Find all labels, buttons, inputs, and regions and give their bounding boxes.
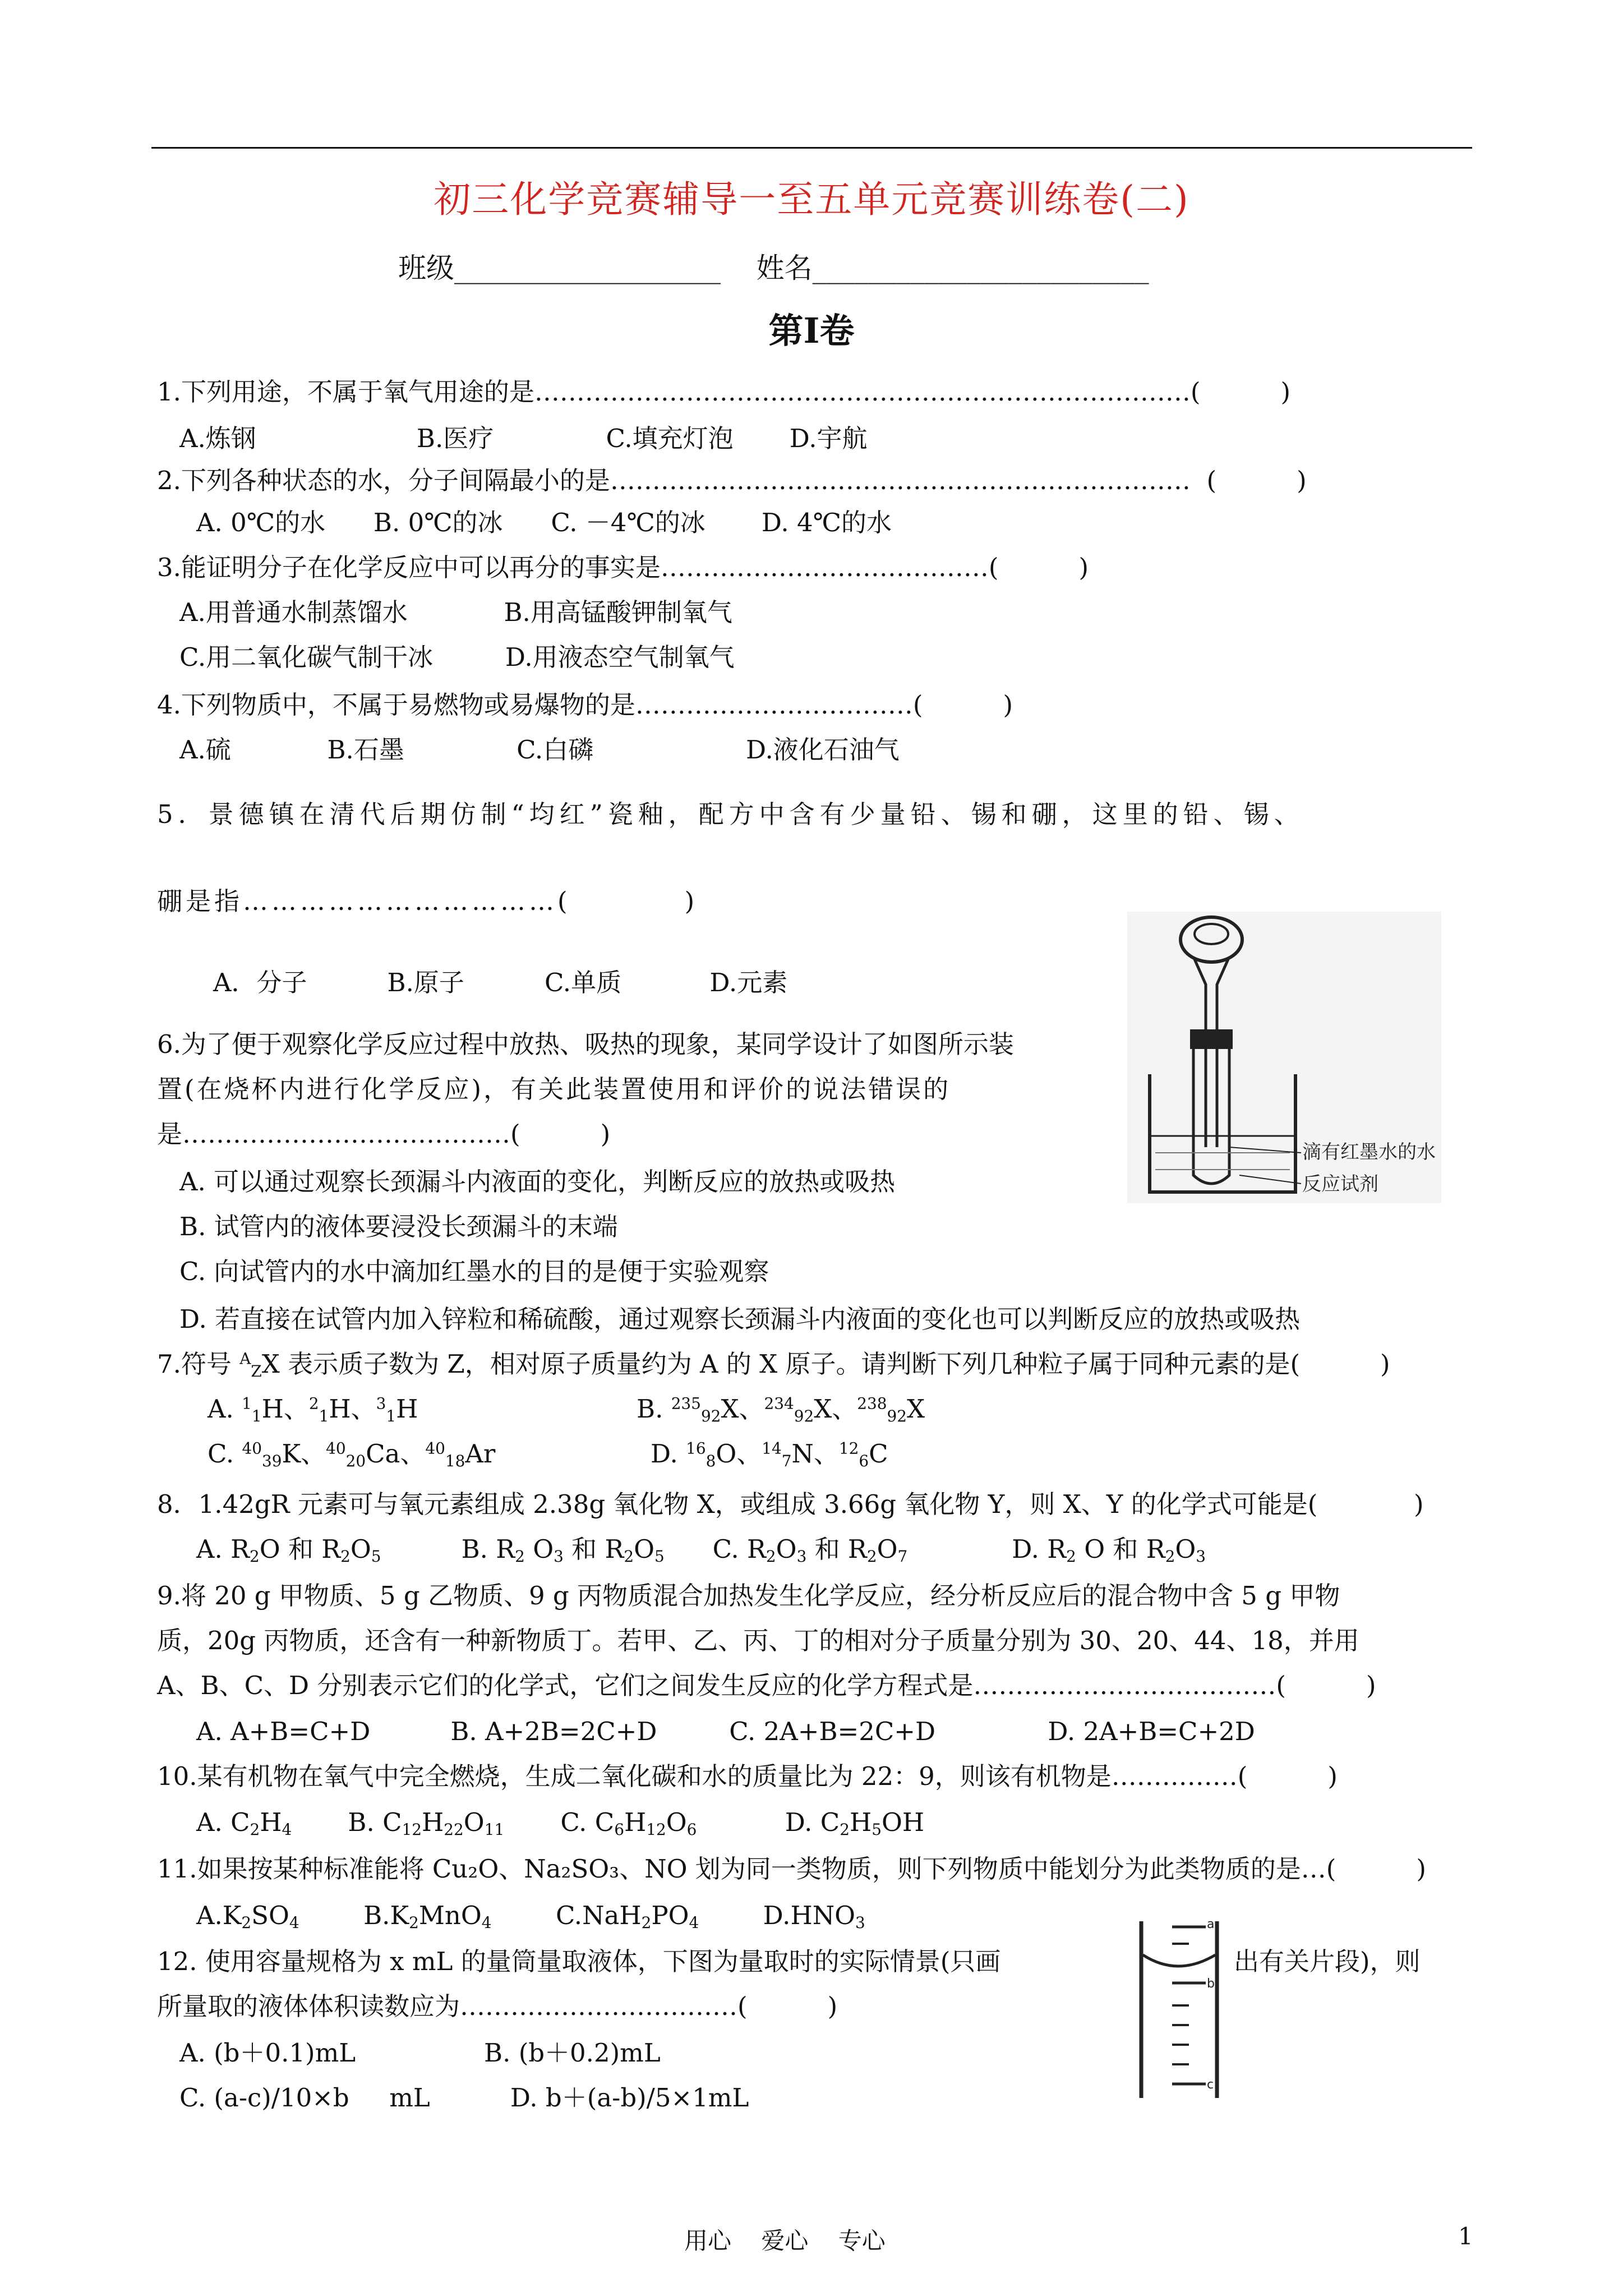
question-1-options: A.炼钢 B.医疗 C.填充灯泡 D.宇航 [179, 424, 868, 453]
question-6-option-b: B. 试管内的液体要浸没长颈漏斗的末端 [179, 1212, 618, 1241]
question-3-options-1: A.用普通水制蒸馏水 B.用高锰酸钾制氧气 [179, 597, 732, 627]
question-3: 3.能证明分子在化学反应中可以再分的事实是…………………………………( ) [157, 553, 1089, 582]
question-12-options-cd: C. (a-c)/10×b mL D. b＋(a-b)/5×1mL [179, 2083, 749, 2113]
question-8: 8．1.42gR 元素可与氧元素组成 2.38g 氧化物 X，或组成 3.66g 氧化物 Y，则 X、Y 的化学式可能是( ) [157, 1489, 1424, 1519]
question-12-options-ab: A. (b＋0.1)mL B. (b＋0.2)mL [179, 2038, 661, 2068]
question-9-line-2: 质，20g 丙物质，还含有一种新物质丁。若甲、乙、丙、丁的相对分子质量分别为 30、20、44、18，并用 [157, 1626, 1359, 1655]
page-title: 初三化学竞赛辅导一至五单元竞赛训练卷(二) [434, 178, 1189, 221]
question-7-option-d: D. $^{16}_8$O、$^{14}_7$N、$^{12}_6$C [651, 1439, 888, 1470]
question-6-option-d: D. 若直接在试管内加入锌粒和稀硫酸，通过观察长颈漏斗内液面的变化也可以判断反应的放热或吸热 [179, 1304, 1301, 1334]
mark-a: a [1207, 1917, 1215, 1931]
question-6-line-1: 6.为了便于观察化学反应过程中放热、吸热的现象，某同学设计了如图所示装 [157, 1029, 1014, 1059]
question-6-option-c: C. 向试管内的水中滴加红墨水的目的是便于实验观察 [179, 1257, 769, 1286]
question-2-options: A. 0℃的水 B. 0℃的冰 C. －4℃的冰 D. 4℃的水 [196, 508, 892, 537]
mark-c: c [1207, 2078, 1214, 2092]
question-12-line-2: 所量取的液体体积读数应为……………………………( ) [157, 1991, 838, 2021]
apparatus-figure [1127, 912, 1441, 1203]
class-name-line: 班级___________________ 姓名________________________ [398, 252, 1149, 284]
label-colored-water: 滴有红墨水的水 [1302, 1141, 1436, 1163]
cylinder-figure [1133, 1916, 1234, 2101]
question-3-options-2: C.用二氧化碳气制干冰 D.用液态空气制氧气 [179, 642, 735, 672]
question-5-options: A．分子 B.原子 C.单质 D.元素 [213, 968, 788, 997]
question-4: 4.下列物质中，不属于易燃物或易爆物的是……………………………( ) [157, 690, 1013, 720]
question-7: 7.符号 $^A_Z$X 表示质子数为 Z，相对原子质量约为 A 的 X 原子。请判断下列几种粒子属于同种元素的是( ) [157, 1349, 1390, 1381]
question-6-line-3: 是…………………………………( ) [157, 1119, 611, 1149]
question-7-option-b: B. $^{235}_{92}$X、$^{234}_{92}$X、$^{238}_{92}$X [637, 1394, 925, 1425]
question-5-line-2: 硼是指……………………………( ) [157, 886, 698, 916]
question-2: 2.下列各种状态的水，分子间隔最小的是…………………………………………………………… ( ) [157, 466, 1307, 495]
question-1: 1.下列用途，不属于氧气用途的是……………………………………………………………………( ) [157, 377, 1291, 407]
question-10-options: A. $C_2H_4$ B. $C_{12}H_{22}O_{11}$ C. $C_6H_{12}O_6$ D. $C_2H_5OH$ [196, 1807, 925, 1839]
question-5-line-1: 5．景德镇在清代后期仿制“均红”瓷釉，配方中含有少量铅、锡和硼，这里的铅、锡、 [157, 799, 1304, 829]
question-10: 10.某有机物在氧气中完全燃烧，生成二氧化碳和水的质量比为 22：9，则该有机物是……………( ) [157, 1761, 1338, 1791]
question-8-options: A. $R_2O$ 和 $R_2O_5$ B. $R_2$ $O_3$ 和 $R_2O_5$ C. $R_2O_3$ 和 $R_2O_7$ D. $R_2$ O 和 $R_2O_3$ [196, 1534, 1206, 1566]
page-number: 1 [1458, 2223, 1473, 2250]
question-9-line-3: A、B、C、D 分别表示它们的化学式，它们之间发生反应的化学方程式是………………………………( ) [157, 1671, 1376, 1700]
mark-b: b [1207, 1977, 1215, 1991]
footer-motto: 用心 爱心 专心 [684, 2227, 886, 2254]
question-11: 11.如果按某种标准能将 Cu₂O、Na₂SO₃、NO 划为同一类物质，则下列物质中能划分为此类物质的是…( ) [157, 1854, 1426, 1884]
question-11-options: $A.K_2SO_4$ $B.K_2MnO_4$ $C.NaH_2PO_4$ $D.HNO_3$ [196, 1901, 865, 1932]
question-9-options: A. A+B=C+D B. A+2B=2C+D C. 2A+B=2C+D D. 2A+B=C+2D [196, 1717, 1255, 1746]
question-4-options: A.硫 B.石墨 C.白磷 D.液化石油气 [179, 735, 900, 765]
section-heading: 第Ⅰ卷 [768, 310, 855, 351]
question-12-line-1-end: 出有关片段)，则 [1234, 1947, 1421, 1976]
label-reaction-reagent: 反应试剂 [1302, 1173, 1378, 1195]
question-7-option-c: C. $^{40}_{39}$K、$^{40}_{20}$Ca、$^{40}_{18}$Ar [208, 1439, 496, 1470]
header-rule [151, 147, 1472, 149]
question-9-line-1: 9.将 20 g 甲物质、5 g 乙物质、9 g 丙物质混合加热发生化学反应，经分析反应后的混合物中含 5 g 甲物 [157, 1581, 1340, 1611]
question-6-line-2: 置(在烧杯内进行化学反应)，有关此装置使用和评价的说法错误的 [157, 1074, 951, 1104]
question-6-option-a: A. 可以通过观察长颈漏斗内液面的变化，判断反应的放热或吸热 [179, 1167, 896, 1197]
question-12-line-1: 12. 使用容量规格为 x mL 的量筒量取液体，下图为量取时的实际情景(只画 [157, 1947, 1001, 1976]
question-7-option-a: A. $^1_1$H、$^2_1$H、$^3_1$H [208, 1394, 418, 1425]
